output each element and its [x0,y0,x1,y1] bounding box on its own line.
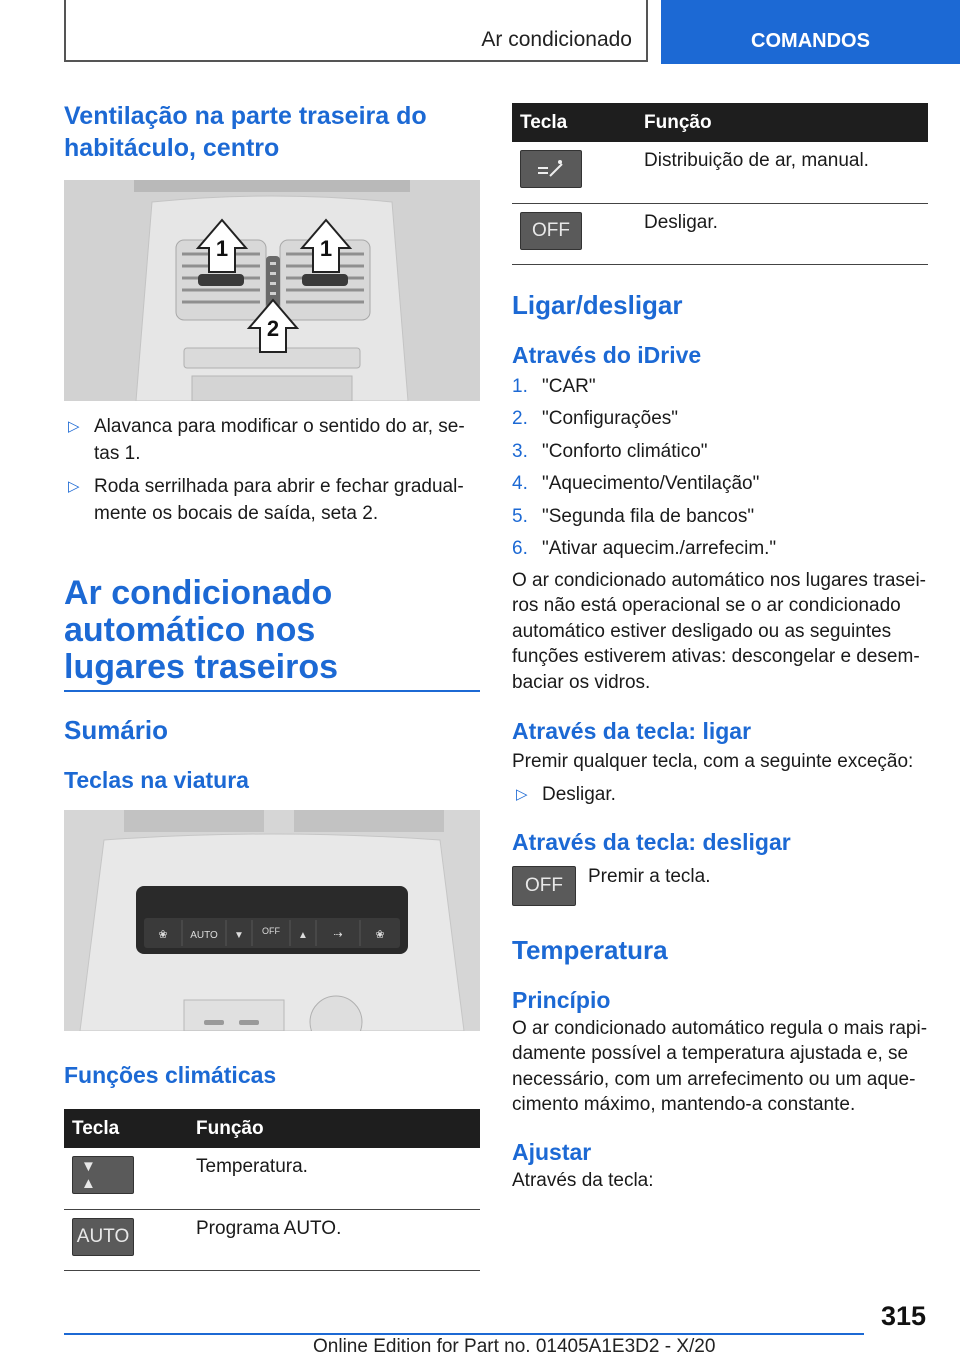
column-header-key: Tecla [64,1109,188,1148]
key-on-heading: Através da tecla: ligar [512,718,752,744]
list-item-text: Alavanca para modificar o sentido do ar, se-tas 1. [94,416,465,464]
chapter-title: Ar condicionado automático nos lugares traseiros [64,574,339,686]
keys-heading: Teclas na viatura [64,767,249,793]
edition-note: Online Edition for Part no. 01405A1E3D2 - X/20 [313,1336,716,1357]
footer-divider [64,1333,864,1335]
list-item [64,473,480,527]
svg-text:❀: ❀ [375,929,385,941]
key-on-exception-list [512,781,928,808]
rear-vent-illustration [64,180,480,401]
rear-vent-figure [64,180,480,401]
left-column [64,100,480,1271]
arrow-label-2: 2 [266,316,280,341]
svg-text:❀: ❀ [158,929,168,941]
triangle-bullet-icon: ▷ [516,785,528,803]
svg-text:⇢: ⇢ [333,929,343,941]
table-cell-function: Temperatura. [188,1148,480,1209]
table-cell-function: Programa AUTO. [188,1209,480,1270]
list-item: 2. "Configurações" [512,408,679,429]
svg-text:▼: ▼ [234,930,244,941]
off-key-icon: OFF [520,212,582,250]
list-item [64,413,480,467]
table-row [64,1148,480,1209]
temperature-heading: Temperatura [512,934,668,965]
control-panel-figure [64,810,480,1031]
principle-heading: Princípio [512,986,611,1013]
column-header-function: Função [636,103,928,142]
list-item: 6. "Ativar aquecim./arrefecim." [512,538,777,559]
table-row [512,203,928,264]
header-section-title: Ar condicionado [481,28,632,51]
list-item-text: Roda serrilhada para abrir e fechar gradual-mente os bocais de saída, seta 2. [94,476,464,524]
list-item-text: Desligar. [542,783,616,805]
control-panel-illustration [64,810,480,1031]
key-off-row [512,866,928,906]
page-number: 315 [880,1301,926,1331]
chapter-heading-block [64,575,480,692]
list-item: 5. "Segunda fila de bancos" [512,505,755,527]
arrow-label-1: 1 [215,236,229,261]
list-item: 3. "Conforto climático" [512,440,708,462]
vent-item-list [64,413,480,527]
summary-heading: Sumário [64,715,169,745]
header-chapter-tab: COMANDOS [661,0,960,64]
arrow-label-1: 1 [319,236,333,261]
header-section-box [64,0,648,62]
adjust-heading: Ajustar [512,1138,592,1165]
svg-text:▲: ▲ [298,930,308,941]
key-on-text: Premir qualquer tecla, com a seguinte exceção: [512,751,914,772]
list-item: 4. "Aquecimento/Ventilação" [512,473,760,494]
table-row [512,142,928,203]
vent-section-title: Ventilação na parte traseira do habitáculo, centro [64,102,427,162]
off-key-icon: OFF [512,866,576,906]
table-row [64,1209,480,1270]
triangle-bullet-icon: ▷ [68,478,80,495]
idrive-steps [512,371,928,566]
right-column [512,103,928,1193]
triangle-bullet-icon: ▷ [68,418,80,435]
panel-off-label: OFF [262,926,280,936]
functions-heading: Funções climáticas [64,1062,277,1088]
column-header-key: Tecla [512,103,636,142]
auto-note-paragraph: O ar condicionado automático nos lugares trasei-ros não está operacional se o ar condicionado automático estiver desligado ou as seguintes funções estiverem ativas: descongelar e desem-baciar os vidros. [512,569,927,693]
list-item: 1. "CAR" [512,375,596,397]
adjust-text: Através da tecla: [512,1169,654,1191]
airflow-key-icon [520,150,582,188]
table-cell-function: Distribuição de ar, manual. [636,142,928,203]
list-item [512,781,928,808]
on-off-heading: Ligar/desligar [512,289,683,320]
table-cell-function: Desligar. [636,203,928,264]
idrive-heading: Através do iDrive [512,341,702,368]
key-off-heading: Através da tecla: desligar [512,828,791,855]
functions-table-right [512,103,928,265]
column-header-function: Função [188,1109,480,1148]
principle-paragraph: O ar condicionado automático regula o mais rapi-damente possível a temperatura ajustada e, se necessário, com um arrefecimento ou um aque-cimento máximo, mantendo-a constante. [512,1017,928,1115]
key-off-text: Premir a tecla. [588,865,711,887]
panel-auto-label: AUTO [190,930,218,941]
auto-key-icon: AUTO [72,1218,134,1256]
temperature-key-icon: ▼ ▲ [72,1156,134,1194]
functions-table-left [64,1109,480,1271]
